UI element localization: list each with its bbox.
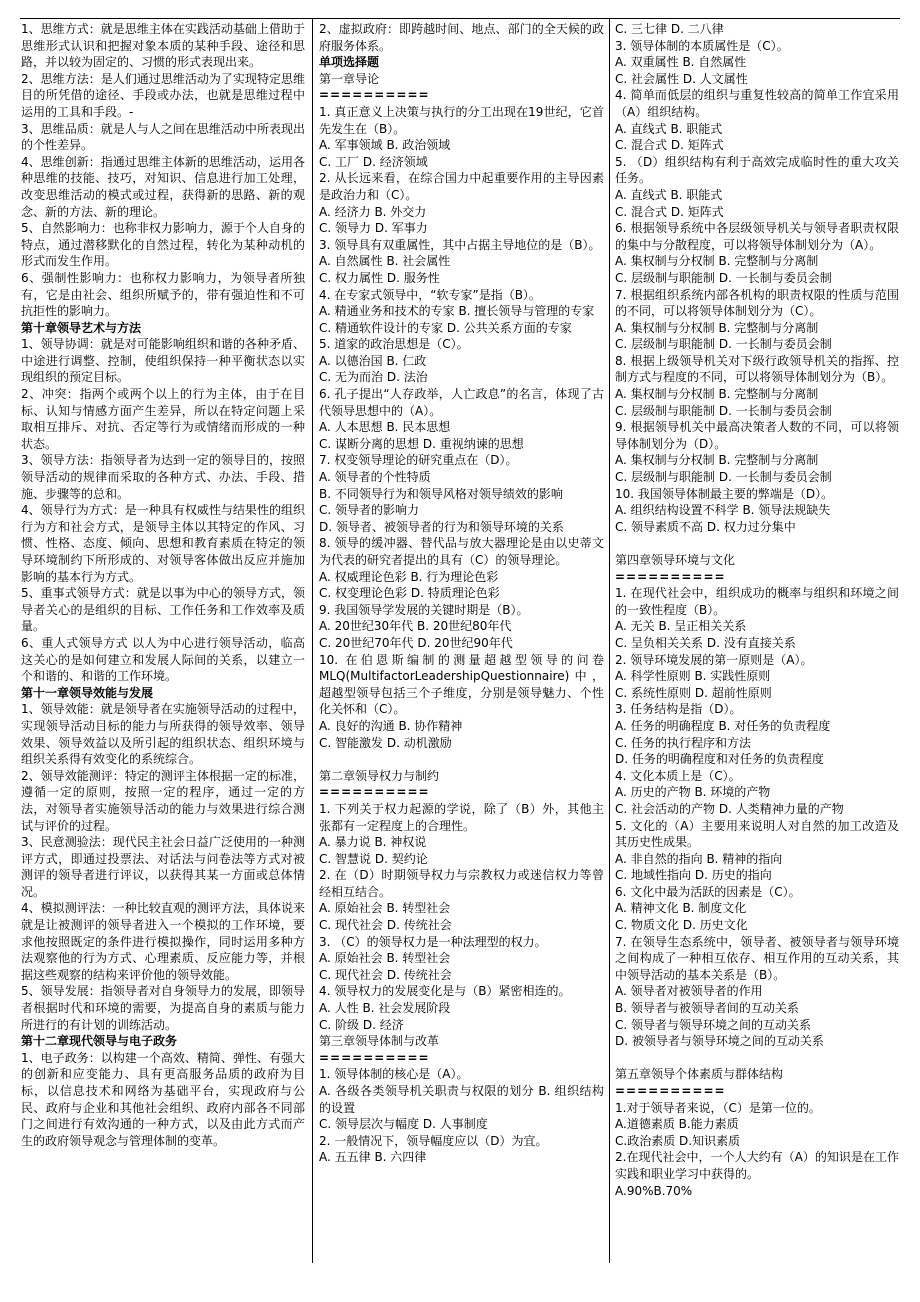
text-line: 4. 在专家式领导中，“软专家”是指（B）。 <box>319 287 541 302</box>
text-line: A. 双重属性 B. 自然属性 <box>615 55 747 70</box>
text-line: 9. 我国领导学发展的关键时期是（B）。 <box>319 602 529 617</box>
text-line: 4、模拟测评法：一种比较直观的测评方法，具体说来就是让被测评的领导者进入一个模拟的工作环境，要求他按照既定的条件进行模拟操作，同时运用多种方法观察他的行为方式、心理素质、反应能力等，并根据这些观察的结构来评价他的领导效能。 <box>21 901 305 982</box>
text-line: C. 层级制与职能制 D. 一长制与委员会制 <box>615 403 832 418</box>
text-line: C. 领导层次与幅度 D. 人事制度 <box>319 1117 488 1132</box>
text-line: 第四章领导环境与文化 <box>615 553 736 567</box>
text-line: 1、领导效能：就是领导者在实施领导活动的过程中，实现领导活动目标的能力与所获得的领导效率、领导效果、领导效益以及所引起的组织状态、组织环境与组织关系得有效变化的系统综合。 <box>21 702 305 767</box>
text-line: 2、思维方法：是人们通过思维活动为了实现特定思维目的所凭借的途径、手段或办法，也就是思维过程中运用的工具和手段。- <box>21 71 305 119</box>
text-line: 4. 领导权力的发展变化是与（B）紧密相连的。 <box>319 984 571 999</box>
text-line: 第二章领导权力与制约 <box>319 768 440 783</box>
separator-line: ========== <box>319 1050 430 1065</box>
text-line: D. 任务的明确程度和对任务的负责程度 <box>615 752 824 767</box>
text-line: 2. 领导环境发展的第一原则是（A）。 <box>615 652 813 667</box>
text-line: D. 被领导者与领导环境之间的互动关系 <box>615 1034 824 1049</box>
text-line: A. 良好的沟通 B. 协作精神 <box>319 718 463 733</box>
text-line: A. 原始社会 B. 转型社会 <box>319 951 451 966</box>
text-line: 3、领导方法：指领导者为达到一定的领导目的，按照领导活动的规律而采取的各种方式、办法、手段、措施、步骤等的总和。 <box>21 453 305 501</box>
text-line: 8. 领导的缓冲器、替代品与放大器理论是由以史蒂文为代表的研究者提出的具有（C）的领导理论。 <box>319 536 604 567</box>
text-line: 1、思维方式：就是思维主体在实践活动基础上借助于思维形式认识和把握对象本质的某种手段、途径和思路，并以较为固定的、习惯的形式表现出来。 <box>21 22 305 70</box>
text-line: 7. 在领导生态系统中，领导者、被领导者与领导环境之间构成了一种相互依存、相互作用的互动关系，其中领导活动的基本关系是（B）。 <box>615 934 899 982</box>
text-line: A. 直线式 B. 职能式 <box>615 187 723 202</box>
text-line: C. 层级制与职能制 D. 一长制与委员会制 <box>615 337 832 352</box>
text-line: C.政治素质 D.知识素质 <box>615 1133 741 1148</box>
text-line: 4. 简单而低层的组织与重复性较高的简单工作宜采用（A）组织结构。 <box>615 88 899 119</box>
text-line: 2. 在（D）时期领导权力与宗教权力或迷信权力等曾经相互结合。 <box>319 868 604 899</box>
text-line: 1. 领导体制的核心是（A）。 <box>319 1067 469 1082</box>
text-line: A. 无关 B. 呈正相关关系 <box>615 619 747 634</box>
text-line: A. 任务的明确程度 B. 对任务的负责程度 <box>615 718 831 733</box>
text-line: A. 精神文化 B. 制度文化 <box>615 901 747 916</box>
text-line: C. 系统性原则 D. 超前性原则 <box>615 685 772 700</box>
text-line: C. 20世纪70年代 D. 20世纪90年代 <box>319 635 513 650</box>
text-line: C. 工厂 D. 经济领域 <box>319 154 428 169</box>
text-line: C. 精通软件设计的专家 D. 公共关系方面的专家 <box>319 320 572 335</box>
text-line: 6. 文化中最为活跃的因素是（C）。 <box>615 884 801 899</box>
column-divider <box>312 19 313 1263</box>
text-line: 6. 根据领导系统中各层级领导机关与领导者职责权限的集中与分散程度，可以将领导体制划分为（A）。 <box>615 221 899 252</box>
text-line: C. 智慧说 D. 契约论 <box>319 851 428 866</box>
text-line: 8. 根据上级领导机关对下级行政领导机关的指挥、控制方式与程度的不同，可以将领导体制划分为（B）。 <box>615 353 899 385</box>
top-rule <box>20 18 900 19</box>
text-line: C. 任务的执行程序和方法 <box>615 735 752 750</box>
text-line: A. 人性 B. 社会发展阶段 <box>319 1001 451 1016</box>
text-line <box>615 535 899 552</box>
text-line: C. 领导者与领导环境之间的互动关系 <box>615 1017 812 1032</box>
text-line: A. 军事领域 B. 政治领域 <box>319 138 451 153</box>
text-line: 5. 文化的（A）主要用来说明人对自然的加工改造及其历史性成果。 <box>615 818 899 850</box>
text-line: A. 五五律 B. 六四律 <box>319 1150 427 1165</box>
text-line: B. 领导者与被领导者间的互动关系 <box>615 1001 799 1016</box>
text-line: D. 领导者、被领导者的行为和领导环境的关系 <box>319 519 564 534</box>
text-line: C. 混合式 D. 矩阵式 <box>615 138 724 153</box>
text-line: 10. 我国领导体制最主要的弊端是（D）。 <box>615 486 834 501</box>
text-line: A. 各级各类领导机关职责与权限的划分 B. 组织结构的设置 <box>319 1084 604 1115</box>
text-line: C. 物质文化 D. 历史文化 <box>615 918 748 933</box>
text-line: 5. （D）组织结构有利于高效完成临时性的重大攻关任务。 <box>615 154 899 186</box>
text-column-1 <box>21 21 305 1149</box>
text-line: 1、电子政务：以构建一个高效、精简、弹性、有强大的创新和应变能力、具有更高服务品质的政府为目标，以信息技术和网络为基础平台，实现政府与公民、政府与企业和其他社会组织、政府内部各不同部门之间进行有效沟通的一种方式，以及由此方式而产生的政府领导观念与管理体制的变革。 <box>21 1050 305 1148</box>
text-line: 6、重人式领导方式 以人为中心进行领导活动，临高这关心的是如何建立和发展人际间的关系，以建立一个和谐的、和谐的工作环境。 <box>21 635 305 684</box>
text-line: C. 社会属性 D. 人文属性 <box>615 71 748 86</box>
text-line: A. 自然属性 B. 社会属性 <box>319 254 451 269</box>
text-line: C. 现代社会 D. 传统社会 <box>319 918 452 933</box>
text-line: C. 地域性指向 D. 历史的指向 <box>615 868 772 883</box>
text-line: 5、领导发展：指领导者对自身领导力的发展，即领导者根据时代和环境的需要，为提高自身的素质与能力所进行的有计划的训练活动。 <box>21 984 305 1032</box>
text-line: 2、冲突：指两个或两个以上的行为主体，由于在目标、认知与情感方面产生差异，所以在特定问题上采取相互排斥、对抗、否定等行为或情绪而形成的一种状态。 <box>21 387 305 451</box>
section-heading: 第十章领导艺术与方法 <box>21 320 142 335</box>
text-column-2 <box>319 21 604 1166</box>
text-line: 1. 在现代社会中，组织成功的概率与组织和环境之间的一致性程度（B）。 <box>615 586 899 617</box>
text-line: C. 层级制与职能制 D. 一长制与委员会制 <box>615 470 832 485</box>
separator-line: ========== <box>615 569 726 584</box>
text-line: A. 领导者对被领导者的作用 <box>615 984 763 999</box>
text-line: C. 谋断分离的思想 D. 重视纳谏的思想 <box>319 436 524 451</box>
text-line: C. 呈负相关关系 D. 没有直接关系 <box>615 635 796 650</box>
text-line: C. 无为而治 D. 法治 <box>319 370 428 385</box>
text-line: A.90%B.70% <box>615 1183 693 1198</box>
text-line: 第五章领导个体素质与群体结构 <box>615 1067 784 1082</box>
text-line: C. 三七律 D. 二八律 <box>615 22 724 36</box>
text-line: A. 组织结构设置不科学 B. 领导法规缺失 <box>615 503 831 518</box>
text-line: C. 领导力 D. 军事力 <box>319 221 428 236</box>
text-line: 第一章导论 <box>319 71 380 86</box>
text-line: 4. 文化本质上是（C）。 <box>615 768 741 783</box>
text-line: 5. 道家的政治思想是（C）。 <box>319 337 469 352</box>
text-line: C. 智能激发 D. 动机激励 <box>319 735 452 750</box>
text-line: 3、民意测验法：现代民主社会日益广泛使用的一种测评方式，即通过投票法、对话法与问卷法等方式对被测评的领导者进行评议，以获得其某一方面或总体情况。 <box>21 835 305 899</box>
text-line: C. 领导素质不高 D. 权力过分集中 <box>615 519 796 534</box>
text-line: A. 暴力说 B. 神权说 <box>319 835 427 850</box>
text-line: 7. 权变领导理论的研究重点在（D）。 <box>319 453 518 468</box>
text-line: C. 权力属性 D. 服务性 <box>319 270 440 285</box>
text-line: A. 历史的产物 B. 环境的产物 <box>615 785 771 800</box>
text-line: 1. 下列关于权力起源的学说，除了（B）外，其他主张都有一定程度上的合理性。 <box>319 801 604 833</box>
text-line: C. 现代社会 D. 传统社会 <box>319 967 452 982</box>
section-heading: 第十二章现代领导与电子政务 <box>21 1034 178 1049</box>
text-line: A. 以德治国 B. 仁政 <box>319 353 427 368</box>
text-line: 2、虚拟政府：即跨越时间、地点、部门的全天候的政府服务体系。 <box>319 22 604 53</box>
text-line: 2.在现代社会中，一个人大约有（A）的知识是在工作实践和职业学习中获得的。 <box>615 1150 899 1181</box>
text-line: 3. 领导具有双重属性，其中占据主导地位的是（B）。 <box>319 237 601 252</box>
text-line: B. 不同领导行为和领导风格对领导绩效的影响 <box>319 486 563 501</box>
text-line: C. 社会活动的产物 D. 人类精神力量的产物 <box>615 801 844 816</box>
text-line: C. 层级制与职能制 D. 一长制与委员会制 <box>615 270 832 285</box>
separator-line: ========== <box>319 785 430 800</box>
text-line: A. 权威理论色彩 B. 行为理论色彩 <box>319 569 499 584</box>
text-line: 3. 任务结构是指（D）。 <box>615 702 742 717</box>
text-line: C. 权变理论色彩 D. 特质理论色彩 <box>319 586 500 601</box>
text-line: A. 领导者的个性特质 <box>319 470 431 485</box>
text-line: A. 科学性原则 B. 实践性原则 <box>615 669 771 684</box>
text-line: A. 经济力 B. 外交力 <box>319 204 427 219</box>
column-divider <box>609 19 610 1263</box>
text-line: 1、领导协调：就是对可能影响组织和谐的各种矛盾、中途进行调整、控制，使组织保持一种平衡状态以实现组织的预定目标。 <box>21 337 305 385</box>
text-line: C. 混合式 D. 矩阵式 <box>615 204 724 219</box>
text-line: A. 集权制与分权制 B. 完整制与分离制 <box>615 387 819 402</box>
text-line: 6、强制性影响力：也称权力影响力，为领导者所独有，它是由社会、组织所赋予的，带有强迫性和不可抗拒性的影响力。 <box>21 270 305 319</box>
separator-line: ========== <box>615 1084 726 1098</box>
text-line: C. 阶级 D. 经济 <box>319 1017 404 1032</box>
text-line: 2. 从长远来看，在综合国力中起重要作用的主导因素是政治力和（C）。 <box>319 171 604 202</box>
text-line: A. 非自然的指向 B. 精神的指向 <box>615 851 783 866</box>
text-line: 2. 一般情况下，领导幅度应以（D）为宜。 <box>319 1133 548 1148</box>
text-line: 5、重事式领导方式：就是以事为中心的领导方式，领导者关心的是组织的目标、工作任务和工作效率及质量。 <box>21 586 305 634</box>
text-line: 5、自然影响力：也称非权力影响力，源于个人自身的特点，通过潜移默化的自然过程，转化为某种动机的形式而发生作用。 <box>21 221 305 269</box>
text-line: A. 原始社会 B. 转型社会 <box>319 901 451 916</box>
text-line: 6. 孔子提出“人存政举，人亡政息”的名言，体现了古代领导思想中的（A）。 <box>319 387 604 418</box>
text-line: 3. （C）的领导权力是一种法理型的权力。 <box>319 934 547 949</box>
section-heading: 单项选择题 <box>319 55 380 70</box>
text-line: A. 20世纪30年代 B. 20世纪80年代 <box>319 619 512 634</box>
text-line: 3. 领导体制的本质属性是（C）。 <box>615 38 789 53</box>
text-line: A. 直线式 B. 职能式 <box>615 121 723 136</box>
text-line: 2、领导效能测评：特定的测评主体根据一定的标准，遵循一定的原则，按照一定的程序，通过一定的方法，对领导者实施领导活动的能力与效果进行综合测试与评价的过程。 <box>21 768 305 833</box>
text-line: 3、思维品质：就是人与人之间在思维活动中所表现出的个性差异。 <box>21 121 305 153</box>
section-heading: 第十一章领导效能与发展 <box>21 685 154 700</box>
text-line: 4、领导行为方式：是一种具有权威性与结果性的组织行为方和社会方式，是领导主体以其特定的作风、习惯、性格、态度、倾向、思想和教育素质在特定的领导环境制约下所形成的、对领导客体做出反应并施加影响的基本行为方式。 <box>21 503 305 584</box>
text-line <box>615 1050 899 1067</box>
text-line: 10. 在伯恩斯编制的测量超越型领导的问卷MLQ(MultifactorLeadershipQuestionnaire)中，超越型领导包括三个子维度，分别是领导魅力、个性化关怀和（C）。 <box>319 652 604 717</box>
text-line: 9. 根据领导机关中最高决策者人数的不同，可以将领导体制划分为（D）。 <box>615 420 899 451</box>
text-line: A.道德素质 B.能力素质 <box>615 1117 739 1132</box>
text-line: 4、思维创新：指通过思维主体新的思维活动，运用各种思维的技能、技巧，对知识、信息进行加工处理，改变思维活动的模式或过程，获得新的思路、新的观念、新的方法、新的理论。 <box>21 154 305 219</box>
text-line: A. 人本思想 B. 民本思想 <box>319 420 451 435</box>
text-line: C. 领导者的影响力 <box>319 503 420 518</box>
text-line: A. 集权制与分权制 B. 完整制与分离制 <box>615 453 819 468</box>
text-line: 第三章领导体制与改革 <box>319 1034 440 1049</box>
separator-line: ========== <box>319 88 430 103</box>
text-line: 1.对于领导者来说，（C）是第一位的。 <box>615 1100 821 1115</box>
text-line: A. 集权制与分权制 B. 完整制与分离制 <box>615 254 819 269</box>
text-column-3 <box>615 21 899 1199</box>
text-line: A. 集权制与分权制 B. 完整制与分离制 <box>615 320 819 335</box>
text-line <box>319 751 604 768</box>
text-line: 1. 真正意义上决策与执行的分工出现在19世纪，它首先发生在（B）。 <box>319 104 604 136</box>
text-line: A. 精通业务和技术的专家 B. 擅长领导与管理的专家 <box>319 304 595 319</box>
text-line: 7. 根据组织系统内部各机构的职责权限的性质与范围的不同，可以将领导体制划分为（C）。 <box>615 287 899 319</box>
